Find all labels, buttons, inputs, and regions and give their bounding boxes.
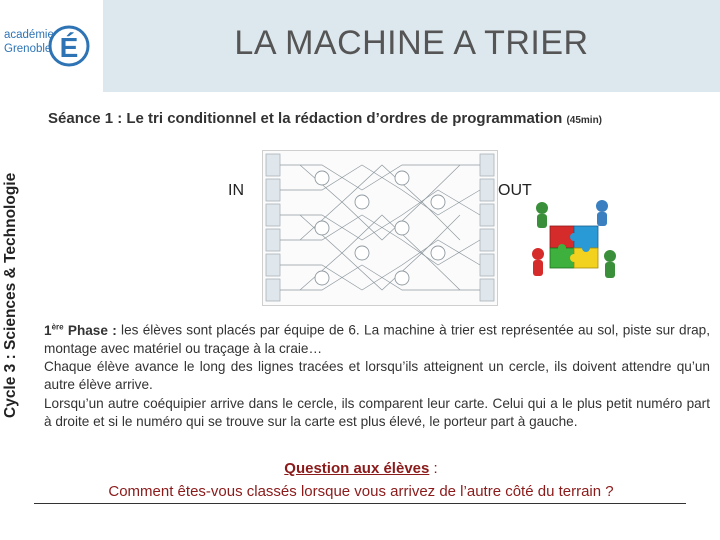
phase-heading: 1ère Phase : [44,322,117,338]
question-heading [36,460,686,477]
logo-letter: É [59,32,79,63]
seance-heading [48,110,602,127]
in-label: IN [228,182,244,199]
phase-paragraph-3: Lorsqu’un autre coéquipier arrive dans le cercle, ils comparent leur carte. Celui qui a le plus petit numéro part à droite et si le numéro qui se trouve sur la carte est plus élevé, le porteur part à gauche. [44,395,710,430]
phase-paragraph-1: 1ère Phase : les élèves sont placés par équipe de 6. La machine à trier est représentée au sol, piste sur drap, montage avec matériel ou traçage à la craie… [44,322,710,356]
side-label: Cycle 3 : Sciences & Technologie [2,172,19,418]
phase-description [44,318,710,431]
question-suffix: : [429,460,438,477]
seance-duration: (45min) [566,115,603,126]
logo-line-grenoble: Grenoble [4,43,52,55]
question-text: Comment êtes-vous classés lorsque vous arrivez de l’autre côté du terrain ? [108,483,614,500]
seance-text: Séance 1 : Le tri conditionnel et la rédaction d’ordres de programmation [48,110,563,127]
question-title: Question aux élèves [284,460,430,477]
academie-grenoble-logo [0,0,100,92]
page-title: LA MACHINE A TRIER [234,24,589,62]
out-label: OUT [498,182,532,199]
sorting-network-diagram [262,150,498,306]
phase-paragraph-2: Chaque élève avance le long des lignes tracées et lorsqu’ils atteignent un cercle, ils doivent attendre qu’un autre élève arrive. [44,359,710,393]
teamwork-puzzle-image [528,198,620,282]
logo-line-academie: académie [4,29,54,41]
divider [34,503,686,504]
